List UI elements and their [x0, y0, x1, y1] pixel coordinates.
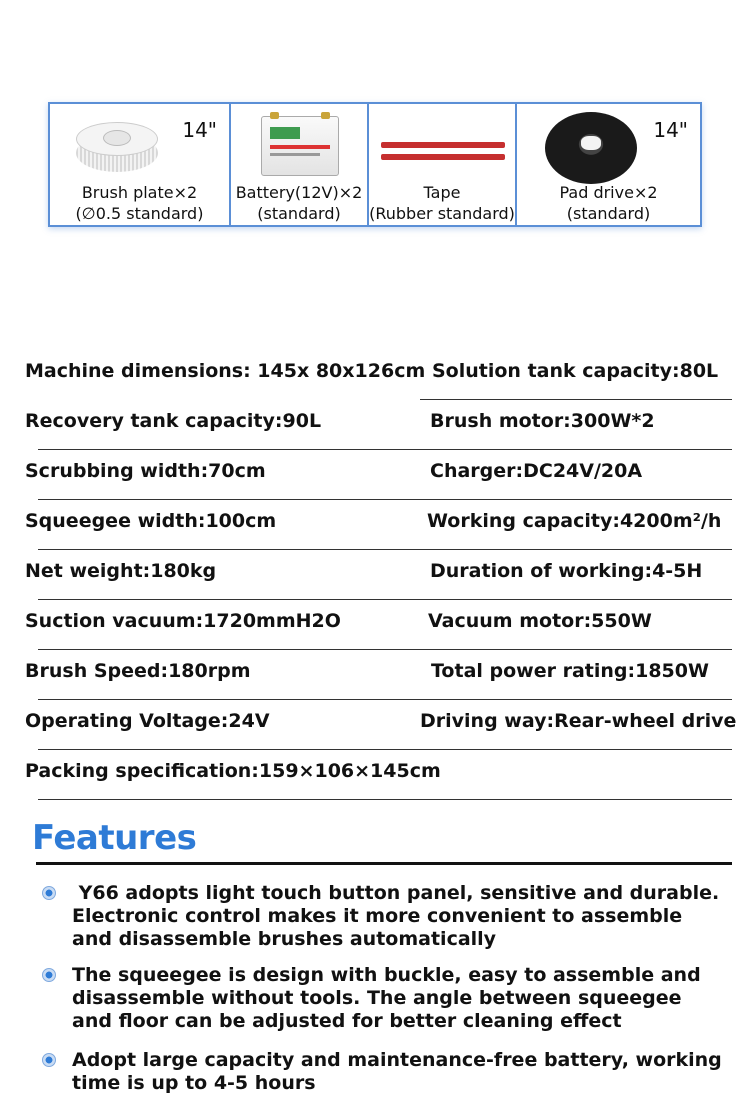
pad-drive-icon — [545, 112, 637, 184]
spec-left: Brush Speed:180rpm — [25, 660, 251, 682]
bullet-icon — [42, 1053, 56, 1067]
spec-right: Solution tank capacity:80L — [432, 360, 719, 382]
bullet-icon — [42, 886, 56, 900]
spec-right: Brush motor:300W*2 — [430, 410, 655, 432]
spec-row — [0, 400, 750, 450]
feature-text: The squeegee is design with buckle, easy to assemble and disassemble without tools. The angle between squeegee and floor can be adjusted for better cleaning effect — [72, 964, 701, 1032]
spec-row — [0, 650, 750, 700]
accessory-brush-plate — [50, 104, 231, 225]
battery-icon — [261, 116, 339, 176]
features-heading: Features — [32, 818, 197, 858]
spec-right: Duration of working:4-5H — [430, 560, 703, 582]
accessory-label: Battery(12V)×2 (standard) — [235, 183, 363, 223]
accessory-label: Brush plate×2 (∅0.5 standard) — [75, 183, 204, 223]
accessory-label: Pad drive×2 (standard) — [559, 183, 658, 223]
spec-row — [0, 750, 750, 800]
spec-left: Packing specification:159×106×145cm — [25, 760, 441, 782]
accessory-size: 14" — [653, 118, 688, 142]
spec-right: Vacuum motor:550W — [428, 610, 652, 632]
features-divider — [36, 862, 732, 865]
feature-text: Adopt large capacity and maintenance-free battery, working time is up to 4-5 hours — [72, 1049, 722, 1094]
spec-row — [0, 700, 750, 750]
spec-row — [0, 500, 750, 550]
accessory-battery — [231, 104, 369, 225]
spec-right: Driving way:Rear-wheel drive — [420, 710, 737, 732]
spec-row — [0, 550, 750, 600]
spec-row — [0, 600, 750, 650]
feature-text: Y66 adopts light touch button panel, sensitive and durable. Electronic control makes it more convenient to assemble and disassemble brushes automatically — [72, 882, 720, 950]
accessories-strip — [48, 102, 702, 227]
row-divider — [38, 799, 732, 800]
spec-row — [0, 350, 750, 400]
accessory-size: 14" — [182, 118, 217, 142]
accessory-label: Tape (Rubber standard) — [369, 183, 515, 223]
spec-row — [0, 450, 750, 500]
brush-plate-icon — [76, 122, 158, 172]
spec-left: Machine dimensions: 145x 80x126cm — [25, 360, 426, 382]
spec-right: Charger:DC24V/20A — [430, 460, 643, 482]
accessory-pad-drive — [517, 104, 700, 225]
spec-right: Working capacity:4200m²/h — [427, 510, 722, 532]
spec-left: Recovery tank capacity:90L — [25, 410, 322, 432]
spec-left: Squeegee width:100cm — [25, 510, 277, 532]
spec-left: Operating Voltage:24V — [25, 710, 270, 732]
spec-left: Scrubbing width:70cm — [25, 460, 266, 482]
spec-right: Total power rating:1850W — [431, 660, 709, 682]
accessory-tape — [369, 104, 517, 225]
spec-left: Net weight:180kg — [25, 560, 217, 582]
spec-left: Suction vacuum:1720mmH2O — [25, 610, 341, 632]
bullet-icon — [42, 968, 56, 982]
